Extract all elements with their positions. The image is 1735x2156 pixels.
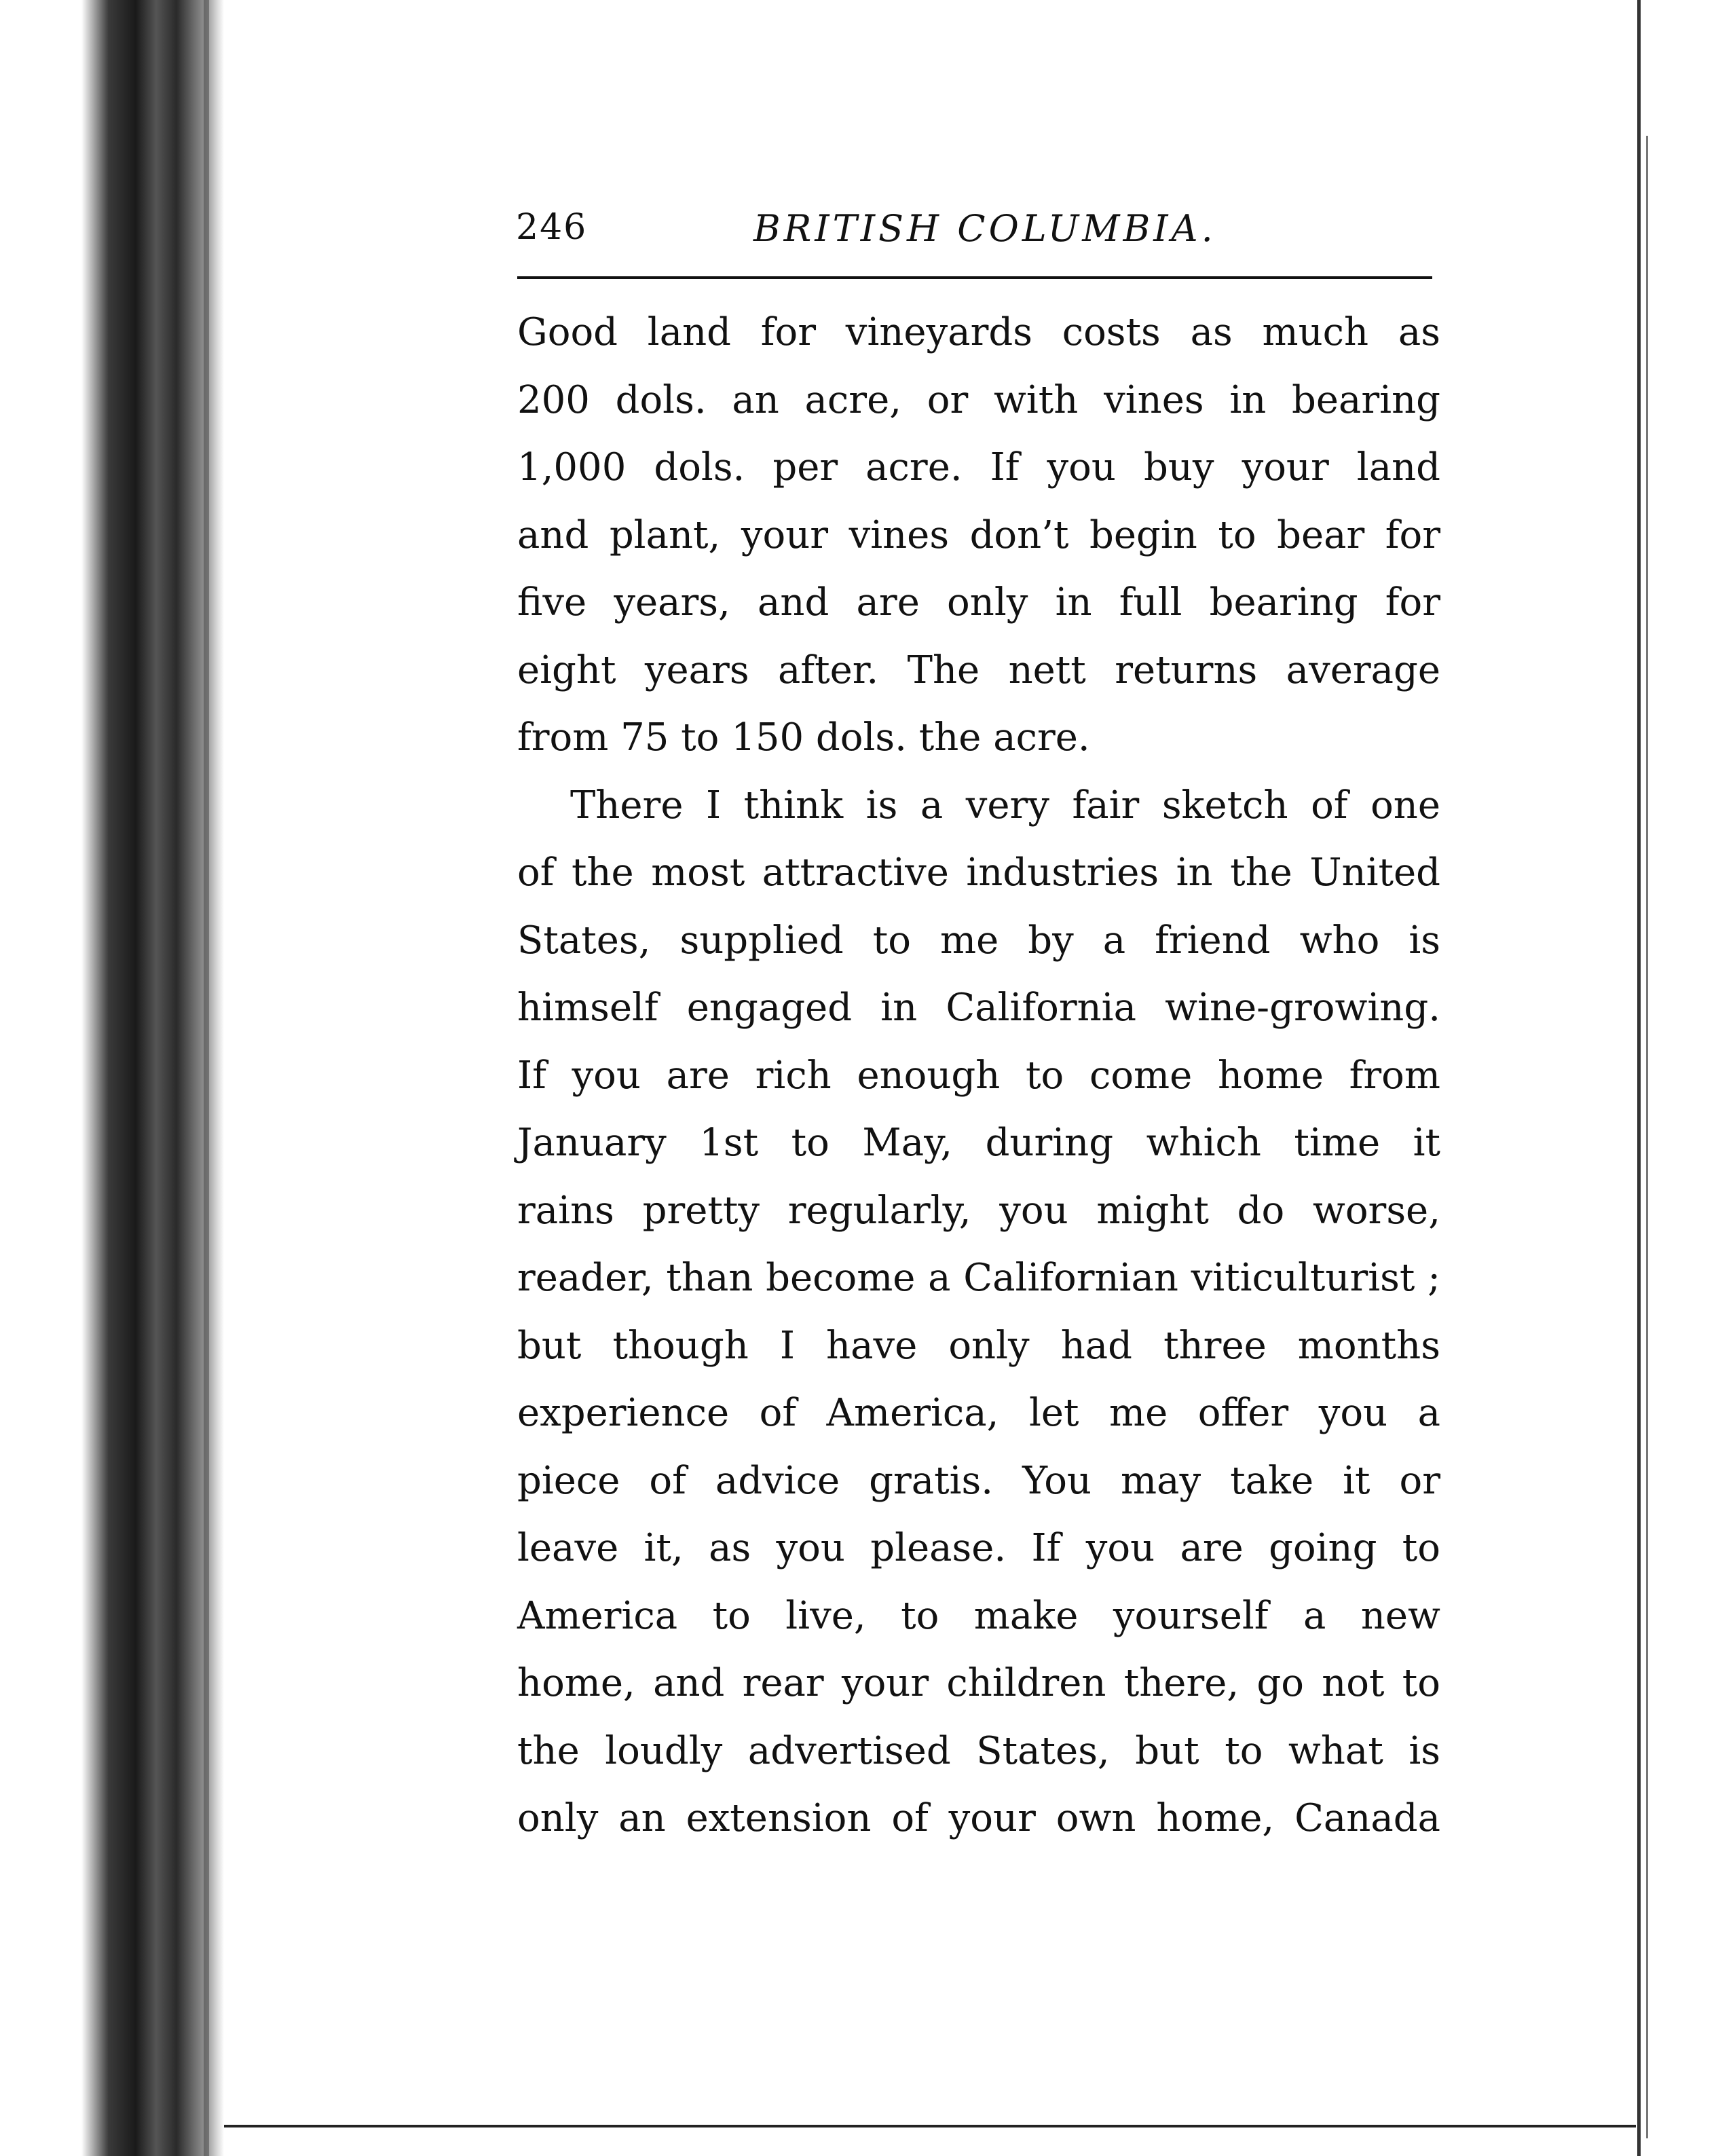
text-line: Good land for vineyards costs as much as	[517, 310, 1440, 354]
binding-edge	[204, 0, 209, 2156]
running-head-title: BRITISH COLUMBIA.	[753, 207, 1216, 250]
text-line: of the most attractive industries in the United	[517, 851, 1440, 895]
text-line: the loudly advertised States, but to what is	[517, 1728, 1440, 1773]
body-text	[517, 299, 1440, 1853]
page-number: 246	[516, 207, 588, 248]
page-edge-rule	[1637, 0, 1641, 2156]
text-line: only an extension of your own home, Canada	[517, 1796, 1440, 1840]
page-edge-rule-inner	[1646, 136, 1648, 2138]
text-line: piece of advice gratis. You may take it or	[517, 1458, 1440, 1503]
text-line: rains pretty regularly, you might do worse,	[517, 1188, 1440, 1233]
header-rule	[517, 276, 1432, 279]
text-line: States, supplied to me by a friend who is	[517, 918, 1440, 963]
text-line: leave it, as you please. If you are going to	[517, 1526, 1440, 1570]
text-line: experience of America, let me offer you a	[517, 1391, 1440, 1435]
running-head	[516, 207, 1432, 261]
text-line: America to live, to make yourself a new	[517, 1593, 1440, 1638]
text-line: 1,000 dols. per acre. If you buy your land	[517, 445, 1440, 489]
text-line: home, and rear your children there, go not to	[517, 1661, 1440, 1705]
text-line: January 1st to May, during which time it	[517, 1121, 1440, 1165]
text-line: If you are rich enough to come home from	[517, 1053, 1440, 1098]
text-line: and plant, your vines don’t begin to bear for	[517, 513, 1440, 557]
text-line: but though I have only had three months	[517, 1323, 1440, 1368]
text-line: five years, and are only in full bearing for	[517, 580, 1440, 625]
book-binding	[0, 0, 224, 2156]
text-line: 200 dols. an acre, or with vines in bearing	[517, 377, 1440, 422]
text-line: from 75 to 150 dols. the acre.	[517, 715, 1090, 760]
text-line: There I think is a very fair sketch of one	[570, 783, 1440, 828]
text-line: himself engaged in California wine-growing.	[517, 986, 1440, 1030]
text-line: reader, than become a Californian viticulturist ;	[517, 1256, 1440, 1300]
text-line: eight years after. The nett returns average	[517, 648, 1440, 692]
